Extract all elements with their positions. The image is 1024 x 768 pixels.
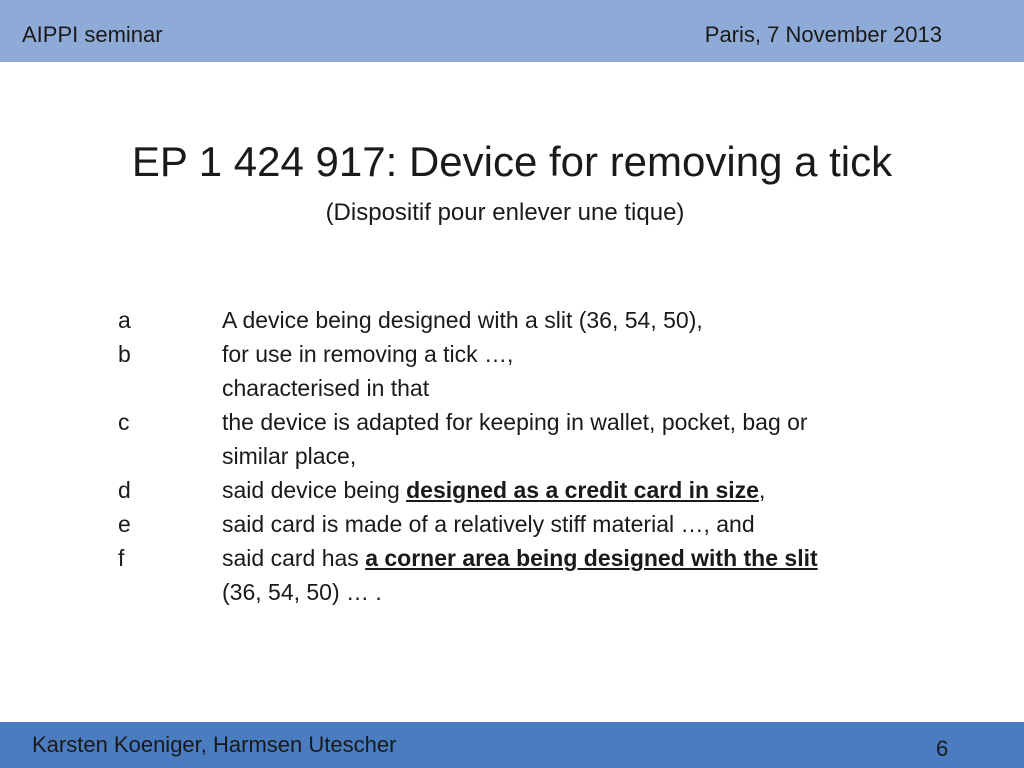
list-item [118, 337, 918, 371]
list-item [118, 371, 918, 405]
feature-text: said card is made of a relatively stiff material …, and [222, 511, 755, 537]
feature-letter: c [118, 409, 130, 435]
feature-text: said card has a corner area being designed with the slit [222, 545, 818, 571]
feature-text: similar place, [222, 443, 357, 469]
event-date-location: Paris, 7 November 2013 [704, 22, 942, 47]
list-item [118, 507, 918, 541]
slide-subtitle: (Dispositif pour enlever une tique) [325, 199, 685, 226]
feature-text: characterised in that [222, 375, 430, 401]
feature-text: A device being designed with a slit (36, 54, 50), [222, 307, 703, 333]
feature-letter: b [118, 341, 131, 367]
feature-letter: a [118, 307, 131, 333]
feature-text: (36, 54, 50) … . [222, 579, 382, 605]
list-item [118, 575, 918, 609]
feature-text: the device is adapted for keeping in wallet, pocket, bag or [222, 409, 808, 435]
page-number: 6 [936, 736, 949, 761]
feature-text: for use in removing a tick …, [222, 341, 514, 367]
feature-text: said device being designed as a credit card in size, [222, 477, 766, 503]
list-item [118, 303, 918, 337]
slide-title: EP 1 424 917: Device for removing a tick [131, 138, 893, 185]
presenter-names: Karsten Koeniger, Harmsen Utescher [32, 732, 397, 757]
feature-letter: d [118, 477, 131, 503]
header-bar [0, 0, 1024, 62]
feature-letter: e [118, 511, 131, 537]
footer-bar [0, 722, 1024, 768]
list-item [118, 541, 918, 575]
list-item [118, 473, 918, 507]
feature-letter: f [118, 545, 125, 571]
claim-features-list [118, 303, 918, 609]
list-item [118, 405, 918, 439]
seminar-name: AIPPI seminar [22, 22, 163, 47]
list-item [118, 439, 918, 473]
